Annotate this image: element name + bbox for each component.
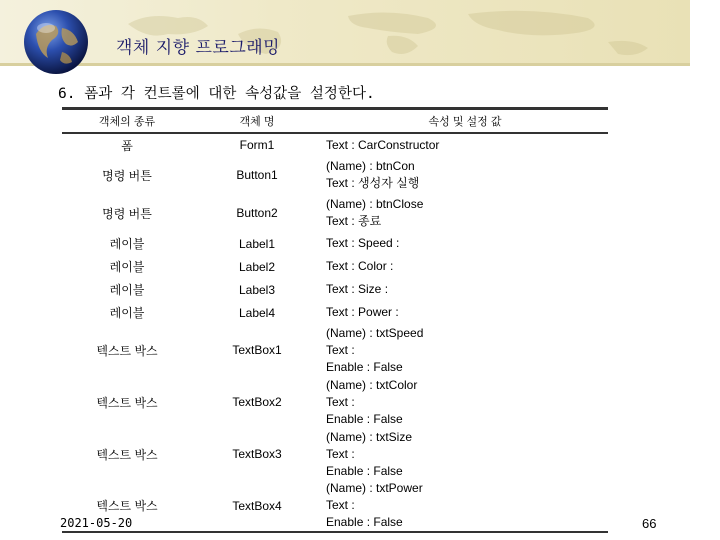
banner-stripe <box>0 63 690 66</box>
object-name-cell: Label1 <box>238 236 276 251</box>
table-row <box>62 428 608 480</box>
object-kind-cell: 텍스트 박스 <box>96 447 158 462</box>
object-name-cell: TextBox3 <box>232 447 282 461</box>
table-row <box>62 480 608 532</box>
page-title: 객체 지향 프로그래밍 <box>116 38 281 58</box>
object-name-cell: TextBox4 <box>192 480 322 532</box>
object-name-cell: Label2 <box>238 259 276 274</box>
object-kind-cell: 레이블 <box>109 283 145 297</box>
footer-date: 2021-05-20 <box>60 516 133 530</box>
table-row <box>62 301 608 324</box>
table-row <box>62 194 608 232</box>
object-kind-cell: 텍스트 박스 <box>62 480 192 532</box>
object-kind-cell: 레이블 <box>109 260 145 274</box>
object-kind-cell: 텍스트 박스 <box>96 343 158 358</box>
page-number: 66 <box>642 516 657 531</box>
table-row <box>62 376 608 428</box>
object-props-cell: Text : Size : <box>326 282 389 296</box>
object-name-cell: TextBox2 <box>232 395 282 409</box>
table-row <box>62 324 608 376</box>
object-props-cell: (Name) : txtPower Text : Enable : False <box>322 480 608 532</box>
object-name-cell: TextBox1 <box>232 343 282 357</box>
object-kind-cell: 레이블 <box>109 306 145 320</box>
object-name-cell: Label3 <box>238 282 276 297</box>
object-props-cell: (Name) : btnCon Text : 생성자 실행 <box>326 159 420 190</box>
property-table <box>62 107 608 533</box>
header-banner <box>0 0 690 66</box>
table-row <box>62 255 608 278</box>
table-row <box>62 133 608 156</box>
object-props-cell: Text : Power : <box>326 305 399 319</box>
object-name-cell: Form1 <box>239 138 275 152</box>
table-row <box>62 278 608 301</box>
column-header-kind: 객체의 종류 <box>62 109 192 134</box>
slide-subtitle: 6. 폼과 각 컨트롤에 대한 속성값을 설정한다. <box>58 86 375 102</box>
object-props-cell: Text : Speed : <box>326 236 400 250</box>
object-kind-cell: 레이블 <box>109 237 145 251</box>
object-props-cell: (Name) : txtSize Text : Enable : False <box>326 429 413 478</box>
object-props-cell: (Name) : btnClose Text : 종료 <box>326 197 424 228</box>
object-kind-cell: 명령 버튼 <box>102 206 152 221</box>
object-kind-cell: 텍스트 박스 <box>96 395 158 410</box>
object-name-cell: Label4 <box>238 305 276 320</box>
object-props-cell: Text : CarConstructor <box>326 137 440 152</box>
table-row <box>62 232 608 255</box>
object-kind-cell: 명령 버튼 <box>102 168 152 183</box>
object-props-cell: (Name) : txtSpeed Text : Enable : False <box>326 325 424 374</box>
column-header-name: 객체 명 <box>192 109 322 134</box>
object-props-cell: Text : Color : <box>326 259 394 273</box>
column-header-props: 속성 및 설정 값 <box>322 109 608 134</box>
table-row <box>62 156 608 194</box>
object-name-cell: Button2 <box>236 206 278 220</box>
object-kind-cell: 폼 <box>121 138 133 153</box>
globe-icon <box>22 8 90 76</box>
table-header-row <box>62 109 608 134</box>
object-props-cell: (Name) : txtColor Text : Enable : False <box>326 377 418 426</box>
object-name-cell: Button1 <box>236 168 278 182</box>
